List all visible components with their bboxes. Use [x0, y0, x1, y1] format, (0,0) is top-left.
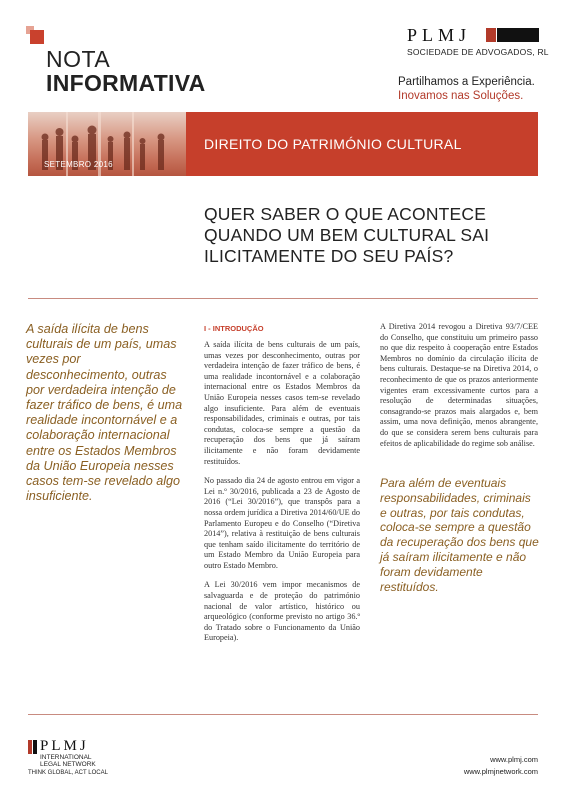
- top-divider: [28, 298, 538, 299]
- doc-type-informativa: INFORMATIVA: [46, 70, 206, 96]
- footer-url-plmj[interactable]: www.plmj.com: [490, 755, 538, 764]
- section-title: I - INTRODUÇÃO: [204, 324, 264, 333]
- issue-date: SETEMBRO 2016: [44, 160, 113, 169]
- firm-name: SOCIEDADE DE ADVOGADOS, RL: [407, 47, 549, 57]
- footer-plmj-logo: PLMJ: [40, 738, 89, 754]
- bottom-divider: [28, 714, 538, 715]
- footer-network-name: [40, 754, 96, 768]
- plmj-logo: PLMJ: [407, 25, 472, 45]
- paragraph: A saída ilícita de bens culturais de um país, umas vezes por desconhecimento, outras por verdadeira intenção de fazer tráfico de bens, é uma realidade incontornável e a colaboração internacional entre os Estados Membros da União Europeia nesses casos tem-se revelado algo insuficiente. Para além de eventuais responsabilidades, criminais e outras, por tais condutas, coloca-se sempre a questão da recuperação dos bens que já saíram ilicitamente e não foram devidamente restituídos.: [204, 340, 360, 466]
- footer-logo-bar-black: [33, 740, 37, 754]
- pull-quote-left: A saída ilícita de bens culturais de um país, umas vezes por desconhecimento, outras por verdadeira intenção de fazer tráfico de bens, é uma realidade incontornável e a colaboração internacional entre os Estados Membros da União Europeia nesses casos tem-se revelado algo insuficiente.: [26, 322, 183, 504]
- headline-line1: QUER SABER O QUE ACONTECE: [204, 204, 487, 224]
- logo-bar-red: [486, 28, 496, 42]
- logo-square-red: [30, 30, 44, 44]
- slogan-line1: Partilhamos a Experiência.: [398, 76, 535, 88]
- footer-logo-bar-red: [28, 740, 32, 754]
- logo-bar-black: [497, 28, 539, 42]
- headline: [204, 204, 534, 267]
- footer-tagline: THINK GLOBAL, ACT LOCAL: [28, 770, 108, 776]
- body-column-1: [204, 340, 360, 653]
- headline-line3: ILICITAMENTE DO SEU PAÍS?: [204, 246, 454, 266]
- paragraph: No passado dia 24 de agosto entrou em vigor a Lei n.º 30/2016, publicada a 23 de Agosto de 2016 (“Lei 30/2016”), que transpôs para a nossa ordem jurídica a Diretiva 2014/60/UE do Parlamento Europeu e do Conselho (“Diretiva 2014”), relativa à restituição de bens culturais que tenham saído ilicitamente do território de um Estado Membro da União Europeia para outro Estado Membro.: [204, 476, 360, 570]
- paragraph: A Lei 30/2016 vem impor mecanismos de salvaguarda e de proteção do património nacional de valor artístico, histórico ou arqueológico (conforme previsto no artigo 36.º do Tratado sobre o Funcionamento da União Europeia).: [204, 580, 360, 643]
- doc-type-nota: NOTA: [46, 46, 111, 72]
- footer-network-line1: INTERNATIONAL: [40, 754, 92, 761]
- footer-url-network[interactable]: www.plmjnetwork.com: [463, 767, 538, 776]
- practice-area-title: DIREITO DO PATRIMÓNIO CULTURAL: [204, 136, 462, 152]
- body-column-2: [380, 322, 538, 458]
- paragraph: A Diretiva 2014 revogou a Diretiva 93/7/CEE do Conselho, que constituiu um primeiro passo no que diz respeito à cooperação entre Estados Membros no domínio da circulação ilícita de bens culturais. Destaque-se na Diretiva 2014, o reconhecimento de que os prazos anteriormente vigentes eram excessivamente curtos para a resolução de determinadas situações, consagrando-se prazos mais alargados e, bem assim, uma nova definição, menos abrangente, do que se considera serem bens culturais para efeitos de aplicabilidade do regime sob análise.: [380, 322, 538, 448]
- footer-network-line2: LEGAL NETWORK: [40, 761, 96, 768]
- pull-quote-right: Para além de eventuais responsabilidades, criminais e outras, por tais condutas, coloca-se sempre a questão da recuperação dos bens que já saíram ilicitamente e não foram devidamente restituídos.: [380, 476, 539, 594]
- headline-line2: QUANDO UM BEM CULTURAL SAI: [204, 225, 490, 245]
- slogan-line2: Inovamos nas Soluções.: [398, 90, 524, 102]
